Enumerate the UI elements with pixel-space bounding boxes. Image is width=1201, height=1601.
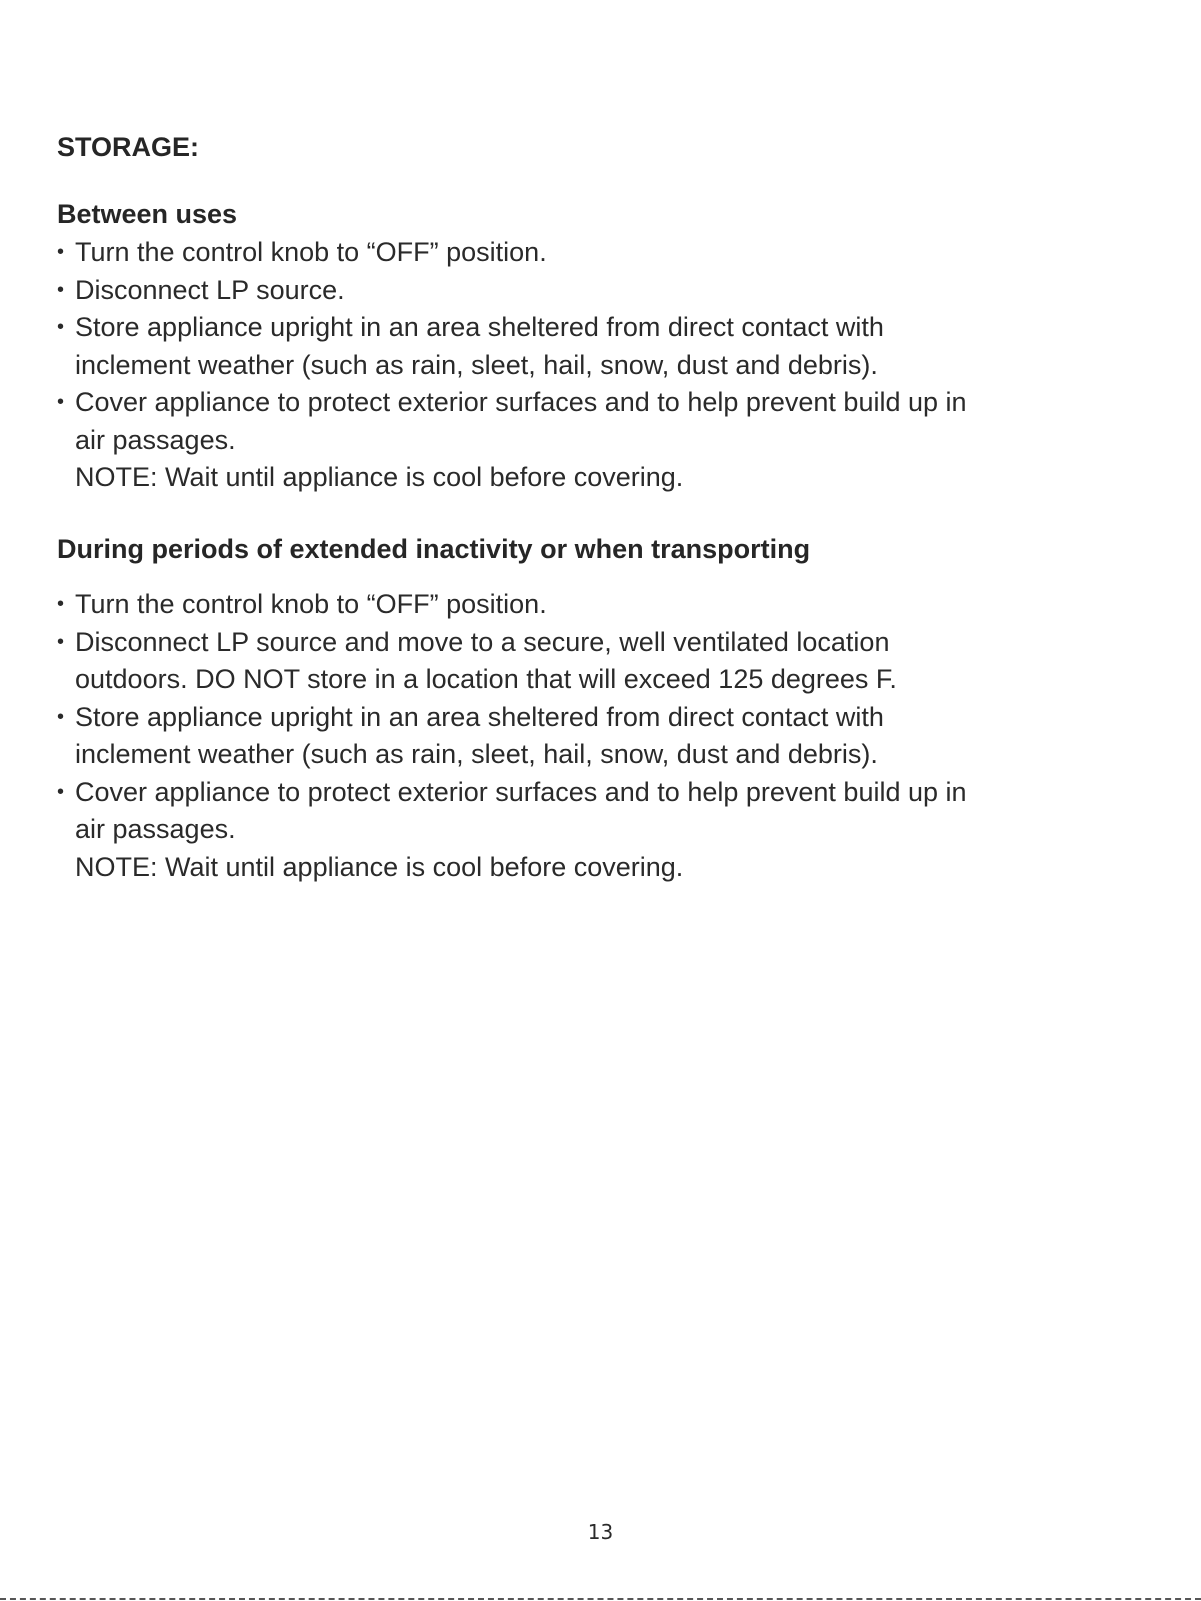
list-item: • Disconnect LP source and move to a secure, well ventilated location outdoors. DO NOT store in a location that will exceed 125 degrees F.: [57, 624, 1167, 699]
page-number: 13: [587, 1520, 614, 1544]
page-title: STORAGE:: [57, 132, 200, 162]
between-uses-list: [57, 234, 1167, 459]
list-item: • Cover appliance to protect exterior surfaces and to help prevent build up in air passages.: [57, 774, 1167, 849]
list-item: • Cover appliance to protect exterior surfaces and to help prevent build up in air passages.: [57, 384, 1167, 459]
section-heading-extended-inactivity: During periods of extended inactivity or when transporting: [57, 534, 811, 564]
footer-divider: [0, 1598, 1201, 1600]
list-item: • Store appliance upright in an area sheltered from direct contact with inclement weather (such as rain, sleet, hail, snow, dust and debris).: [57, 699, 1167, 774]
list-item: • Turn the control knob to “OFF” position.: [57, 234, 1167, 272]
list-item: • Turn the control knob to “OFF” position.: [57, 586, 1167, 624]
between-uses-note: NOTE: Wait until appliance is cool before covering.: [75, 462, 684, 492]
extended-inactivity-note: NOTE: Wait until appliance is cool before covering.: [75, 852, 684, 882]
section-heading-between-uses: Between uses: [57, 199, 238, 229]
extended-inactivity-list: [57, 586, 1167, 849]
list-item: • Disconnect LP source.: [57, 272, 1167, 310]
list-item: • Store appliance upright in an area sheltered from direct contact with inclement weather (such as rain, sleet, hail, snow, dust and debris).: [57, 309, 1167, 384]
